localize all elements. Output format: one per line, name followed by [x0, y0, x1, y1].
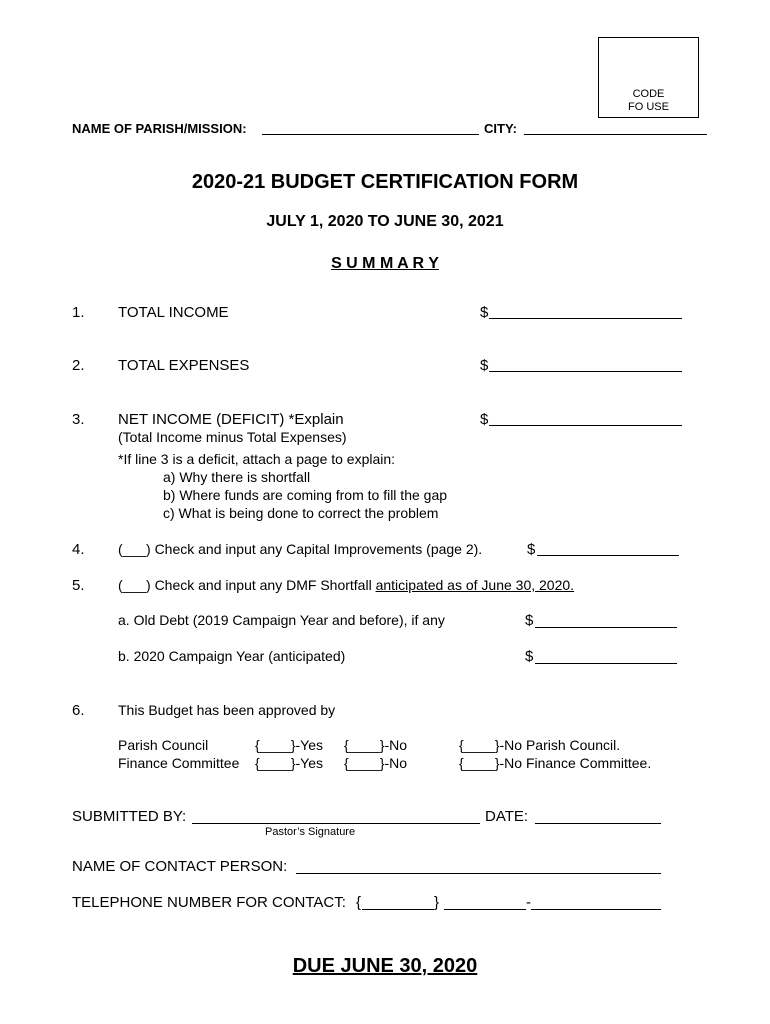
date-range: JULY 1, 2020 TO JUNE 30, 2021 — [266, 213, 504, 230]
item-4-number: 4. — [72, 541, 85, 558]
code-box-line2: FO USE — [628, 101, 669, 113]
item-5b-dollar-sign: $ — [525, 648, 534, 665]
parish-name-field[interactable] — [262, 134, 479, 135]
item-1-number: 1. — [72, 304, 85, 321]
phone-prefix-field[interactable] — [444, 909, 526, 910]
item-3-deficit-note: *If line 3 is a deficit, attach a page to explain: — [118, 451, 396, 467]
finance-committee-yes[interactable]: {____}-Yes — [255, 755, 323, 771]
date-field[interactable] — [535, 823, 661, 824]
finance-committee-label: Finance Committee — [118, 755, 240, 771]
item-1-label: TOTAL INCOME — [118, 304, 229, 321]
net-income-field[interactable] — [489, 425, 682, 426]
item-5a-label: a. Old Debt (2019 Campaign Year and before), if any — [118, 612, 445, 628]
phone-area-open-brace: { — [356, 894, 362, 911]
item-5-label-underlined: anticipated as of June 30, 2020. — [375, 577, 575, 593]
contact-person-label: NAME OF CONTACT PERSON: — [72, 858, 288, 875]
phone-area-code-field[interactable] — [362, 909, 434, 910]
code-box-text — [599, 88, 698, 114]
item-4-label: (___) Check and input any Capital Improvements (page 2). — [118, 541, 483, 557]
item-3-reason-b: b) Where funds are coming from to fill the gap — [163, 487, 448, 503]
item-3-reason-c: c) What is being done to correct the problem — [163, 505, 439, 521]
item-3-subtext: (Total Income minus Total Expenses) — [118, 429, 347, 445]
finance-committee-no[interactable]: {____}-No — [344, 755, 408, 771]
old-debt-field[interactable] — [535, 627, 677, 628]
parish-council-no[interactable]: {____}-No — [344, 737, 408, 753]
item-2-dollar-sign: $ — [480, 357, 489, 374]
code-for-office-use-box — [598, 37, 699, 118]
item-5-label — [118, 577, 574, 593]
date-label: DATE: — [485, 808, 529, 825]
parish-council-label: Parish Council — [118, 737, 209, 753]
parish-council-yes[interactable]: {____}-Yes — [255, 737, 323, 753]
contact-person-field[interactable] — [296, 873, 661, 874]
city-label: CITY: — [484, 121, 517, 136]
item-5a-dollar-sign: $ — [525, 612, 534, 629]
item-5-label-prefix: (___) Check and input any DMF Shortfall — [118, 577, 376, 593]
code-box-line1: CODE — [632, 88, 665, 100]
summary-heading: S U M M A R Y — [331, 255, 439, 272]
item-2-number: 2. — [72, 357, 85, 374]
phone-dash: - — [526, 894, 531, 911]
phone-line-number-field[interactable] — [531, 909, 661, 910]
item-3-reason-a: a) Why there is shortfall — [163, 469, 311, 485]
parish-name-label: NAME OF PARISH/MISSION: — [72, 121, 247, 136]
phone-area-close-brace: } — [434, 894, 440, 911]
item-3-dollar-sign: $ — [480, 411, 489, 428]
signature-caption: Pastor’s Signature — [265, 826, 356, 838]
city-field[interactable] — [524, 134, 707, 135]
due-date: DUE JUNE 30, 2020 — [292, 955, 478, 977]
capital-improvements-field[interactable] — [537, 555, 679, 556]
item-2-label: TOTAL EXPENSES — [118, 357, 250, 374]
form-title: 2020-21 BUDGET CERTIFICATION FORM — [191, 171, 579, 193]
item-1-dollar-sign: $ — [480, 304, 489, 321]
no-parish-council-option[interactable]: {____}-No Parish Council. — [459, 737, 621, 753]
item-3-label: NET INCOME (DEFICIT) *Explain — [118, 411, 344, 428]
total-income-field[interactable] — [489, 318, 682, 319]
item-6-label: This Budget has been approved by — [118, 702, 336, 718]
item-3-number: 3. — [72, 411, 85, 428]
no-finance-committee-option[interactable]: {____}-No Finance Committee. — [459, 755, 652, 771]
submitted-by-label: SUBMITTED BY: — [72, 808, 187, 825]
item-5b-label: b. 2020 Campaign Year (anticipated) — [118, 648, 346, 664]
telephone-label: TELEPHONE NUMBER FOR CONTACT: — [72, 894, 346, 911]
pastor-signature-field[interactable] — [192, 823, 480, 824]
item-4-dollar-sign: $ — [527, 541, 536, 558]
campaign-year-field[interactable] — [535, 663, 677, 664]
total-expenses-field[interactable] — [489, 371, 682, 372]
item-5-number: 5. — [72, 577, 85, 594]
item-6-number: 6. — [72, 702, 85, 719]
